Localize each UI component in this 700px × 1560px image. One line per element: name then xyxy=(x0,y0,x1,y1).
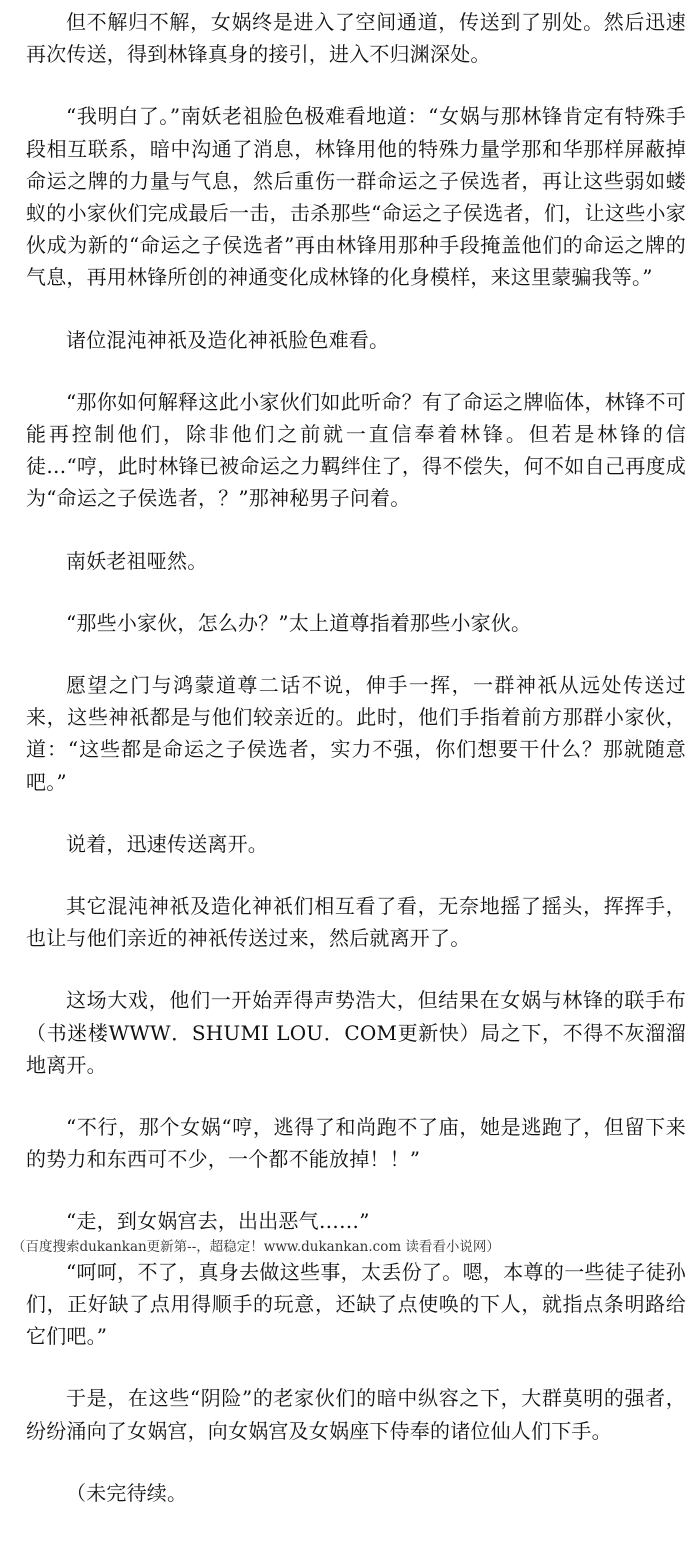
paragraph-spacer xyxy=(26,1352,686,1382)
paragraph: （未完待续。 xyxy=(66,1480,188,1505)
paragraph-spacer xyxy=(26,1175,686,1205)
paragraph: 南妖老祖哑然。 xyxy=(66,548,208,573)
paragraph: “呵呵，不了，真身去做这些事，太丢份了。嗯，本尊的一些徒子徒孙们，正好缺了点用得顺手的玩意，还缺了点使唤的下人，就指点条明路给它们吧。” xyxy=(26,1259,686,1349)
paragraph: 愿望之门与鸿蒙道尊二话不说，伸手一挥，一群神祇从远处传送过来，这些神祇都是与他们较亲近的。此时，他们手指着前方那群小家伙，道：“这些都是命运之子侯选者，实力不强，你们想要干什么？那就随意吧。” xyxy=(26,673,686,794)
paragraph-spacer xyxy=(26,577,686,607)
paragraph-spacer xyxy=(26,70,686,100)
paragraph: 于是，在这些“阴险”的老家伙们的暗中纵容之下，大群莫明的强者，纷纷涌向了女娲宫，向女娲宫及女娲座下侍奉的诸位仙人们下手。 xyxy=(26,1386,686,1443)
paragraph-spacer xyxy=(26,1447,686,1477)
paragraph: “我明白了。”南妖老祖脸色极难看地道：“女娲与那林锋肯定有特殊手段相互联系，暗中沟通了消息，林锋用他的特殊力量学那和华那样屏蔽掉命运之牌的力量与气息，然后重伤一群命运之子侯选者，再让这些弱如蝼蚁的小家伙们完成最后一击，击杀那些“命运之子侯选者，们，让这些小家伙成为新的“命运之子侯选者”再由林锋用那种手段掩盖他们的命运之牌的气息，再用林锋所创的神通变化成林锋的化身模样，来这里蒙骗我等。” xyxy=(26,104,686,290)
paragraph: 诸位混沌神祇及造化神祇脸色难看。 xyxy=(66,327,390,352)
paragraph: “不行，那个女娲“哼，逃得了和尚跑不了庙，她是逃跑了，但留下来的势力和东西可不少，一个都不能放掉！！” xyxy=(26,1115,686,1172)
paragraph: 这场大戏，他们一开始弄得声势浩大，但结果在女娲与林锋的联手布（书迷楼WWW．SHUMI LOU．COM更新快）局之下，不得不灰溜溜地离开。 xyxy=(26,988,686,1077)
paragraph: “那些小家伙，怎么办？”太上道尊指着那些小家伙。 xyxy=(66,610,532,635)
paragraph-spacer xyxy=(26,515,686,545)
paragraph-spacer xyxy=(26,860,686,890)
paragraph-spacer xyxy=(26,639,686,669)
paragraph-spacer xyxy=(26,356,686,386)
paragraph: “走，到女娲宫去，出出恶气……” xyxy=(66,1209,370,1234)
paragraph: 其它混沌神祇及造化神祇们相互看了看，无奈地摇了摇头，挥挥手，也让与他们亲近的神祇传送过来，然后就离开了。 xyxy=(26,894,686,951)
paragraph-spacer xyxy=(26,294,686,324)
paragraph: 说着，迅速传送离开。 xyxy=(66,831,268,856)
paragraph: 但不解归不解，女娲终是进入了空间通道，传送到了别处。然后迅速再次传送，得到林锋真身的接引，进入不归渊深处。 xyxy=(26,10,686,67)
paragraph-spacer xyxy=(26,798,686,828)
paragraph-spacer xyxy=(26,1081,686,1111)
paragraph-spacer xyxy=(26,954,686,984)
paragraph: “那你如何解释这此小家伙们如此听命？有了命运之牌临体，林锋不可能再控制他们，除非他们之前就一直信奉着林锋。但若是林锋的信徒…“哼，此时林锋已被命运之力羁绊住了，得不偿失，何不如自己再度成为“命运之子侯选者，？”那神秘男子问着。 xyxy=(26,389,686,511)
site-watermark-line: （百度搜索dukankan更新第--，超稳定！www.dukankan.com 读看看小说网） xyxy=(12,1238,500,1255)
